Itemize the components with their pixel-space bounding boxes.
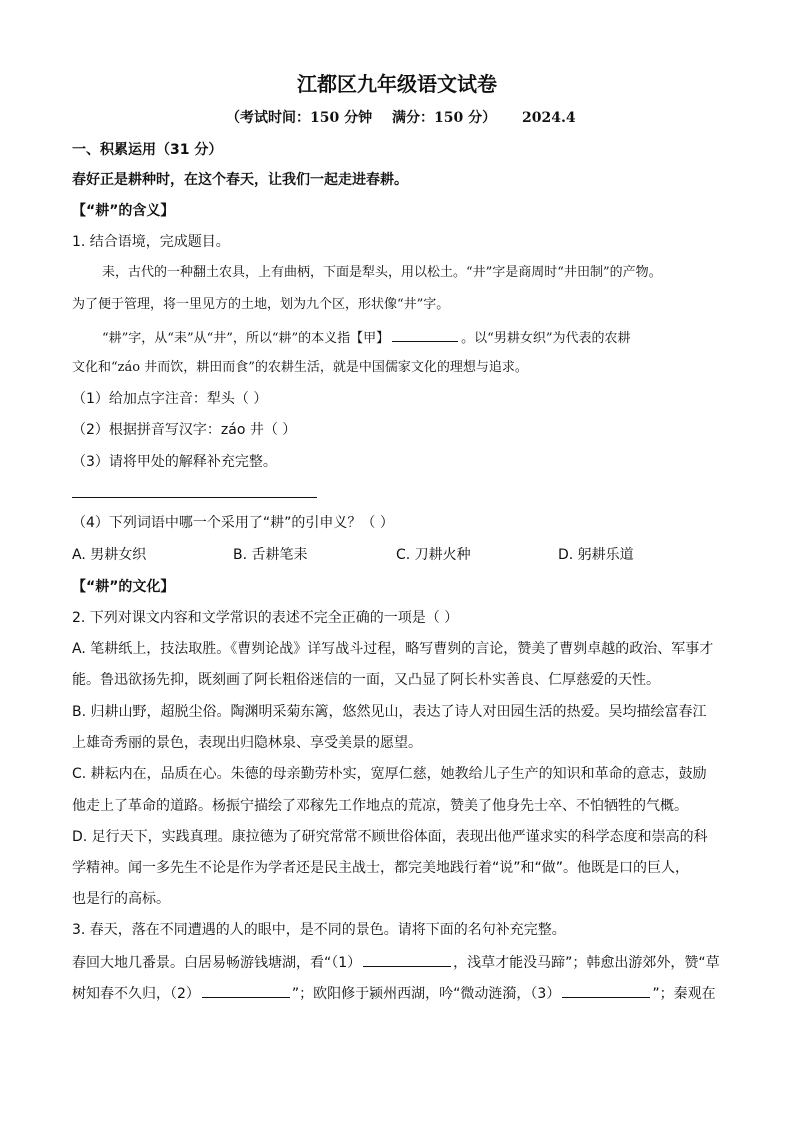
passage-line: 耒，古代的一种翻土农具，上有曲柄，下面是犁头，用以松土。“井”字是商周时“井田制”的产物。 [102, 265, 662, 280]
sub-question-2: （2）根据拼音写汉字：záo 井（ ） [72, 422, 297, 438]
sub-question-3: （3）请将甲处的解释补充完整。 [72, 454, 277, 470]
q3-text: ”；秦观在 [652, 986, 716, 1002]
question-2-option-d-cont: 也是行的高标。 [72, 891, 170, 907]
question-2-option-b-cont: 上雄奇秀丽的景色，表现出归隐林泉、享受美景的愿望。 [72, 735, 422, 751]
question-2-option-c-cont: 他走上了革命的道路。杨振宁描绘了邓稼先工作地点的荒凉，赞美了他身先士卒、不怕牺牲的气概。 [72, 798, 688, 814]
exam-date: 2024.4 [522, 110, 576, 126]
question-3-line-1 [72, 952, 720, 973]
question-2-option-b[interactable]: B. 归耕山野，超脱尘俗。陶渊明采菊东篱，悠然见山，表达了诗人对田园生活的热爱。吴均描绘富春江 [72, 704, 707, 720]
question-2-option-d[interactable]: D. 足行天下，实践真理。康拉德为了研究常常不顾世俗体面，表现出他严谨求实的科学态度和崇高的科 [72, 829, 708, 845]
question-2-option-d-cont: 学精神。闻一多先生不论是作为学者还是民主战士，都完美地践行着“说”和“做”。他既是口的巨人， [72, 860, 690, 876]
section-heading: 一、积累运用（31 分） [72, 142, 223, 158]
exam-score: 满分：150 分） [392, 110, 497, 126]
question-2-option-a[interactable]: A. 笔耕纸上，技法取胜。《曹刿论战》详写战斗过程，略写曹刿的言论，赞美了曹刿卓越的政治、军事才 [72, 641, 714, 657]
passage-text: “耕”字，从“耒”从“井”，所以“耕”的本义指【甲】 [102, 331, 390, 346]
q3-text: ，浅草才能没马蹄”；韩愈出游郊外，赞“草 [453, 955, 720, 971]
q3-text: 春回大地几番景。白居易畅游钱塘湖，看“（1） [72, 955, 362, 971]
option-c[interactable]: C. 刀耕火种 [396, 547, 471, 563]
option-d[interactable]: D. 躬耕乐道 [558, 547, 634, 563]
part-heading-meaning: 【“耕”的含义】 [72, 203, 175, 219]
option-a[interactable]: A. 男耕女织 [72, 547, 147, 563]
answer-blank-1[interactable] [363, 952, 451, 967]
answer-blank-jia[interactable] [392, 327, 458, 342]
q3-text: ”；欧阳修于颍州西湖，吟“微动涟漪，（3） [291, 986, 561, 1002]
passage-line-with-blank [102, 327, 630, 349]
passage-text: 。以“男耕女织”为代表的农耕 [461, 331, 631, 346]
passage-line: 为了便于管理，将一里见方的土地，划为九个区，形状像“井”字。 [72, 297, 450, 312]
question-1-stem: 1. 结合语境，完成题目。 [72, 234, 230, 250]
answer-blank-2[interactable] [202, 983, 290, 998]
section-intro: 春好正是耕种时，在这个春天，让我们一起走进春耕。 [72, 172, 408, 188]
answer-line[interactable] [72, 497, 317, 498]
question-3-line-2 [72, 983, 716, 1004]
option-b[interactable]: B. 舌耕笔耒 [233, 547, 308, 563]
question-3-stem: 3. 春天，落在不同遭遇的人的眼中，是不同的景色。请将下面的名句补充完整。 [72, 922, 566, 938]
page-title: 江都区九年级语文试卷 [297, 72, 497, 96]
question-2-option-a-cont: 能。鲁迅欲扬先抑，既刻画了阿长粗俗迷信的一面，又凸显了阿长朴实善良、仁厚慈爱的天性。 [72, 672, 660, 688]
question-2-stem: 2. 下列对课文内容和文学常识的表述不完全正确的一项是（ ） [72, 610, 459, 626]
q3-text: 树知春不久归，（2） [72, 986, 200, 1002]
question-2-option-c[interactable]: C. 耕耘内在，品质在心。朱德的母亲勤劳朴实，宽厚仁慈，她教给儿子生产的知识和革命的意志，鼓励 [72, 766, 707, 782]
passage-line: 文化和“záo 井而饮，耕田而食”的农耕生活，就是中国儒家文化的理想与追求。 [72, 360, 528, 375]
exam-time: （考试时间：150 分钟 [226, 110, 373, 126]
sub-question-4: （4）下列词语中哪一个采用了“耕”的引申义？（ ） [72, 515, 394, 531]
part-heading-culture: 【“耕”的文化】 [72, 579, 175, 595]
sub-question-1: （1）给加点字注音：犁头（ ） [72, 391, 268, 407]
answer-blank-3[interactable] [562, 983, 650, 998]
